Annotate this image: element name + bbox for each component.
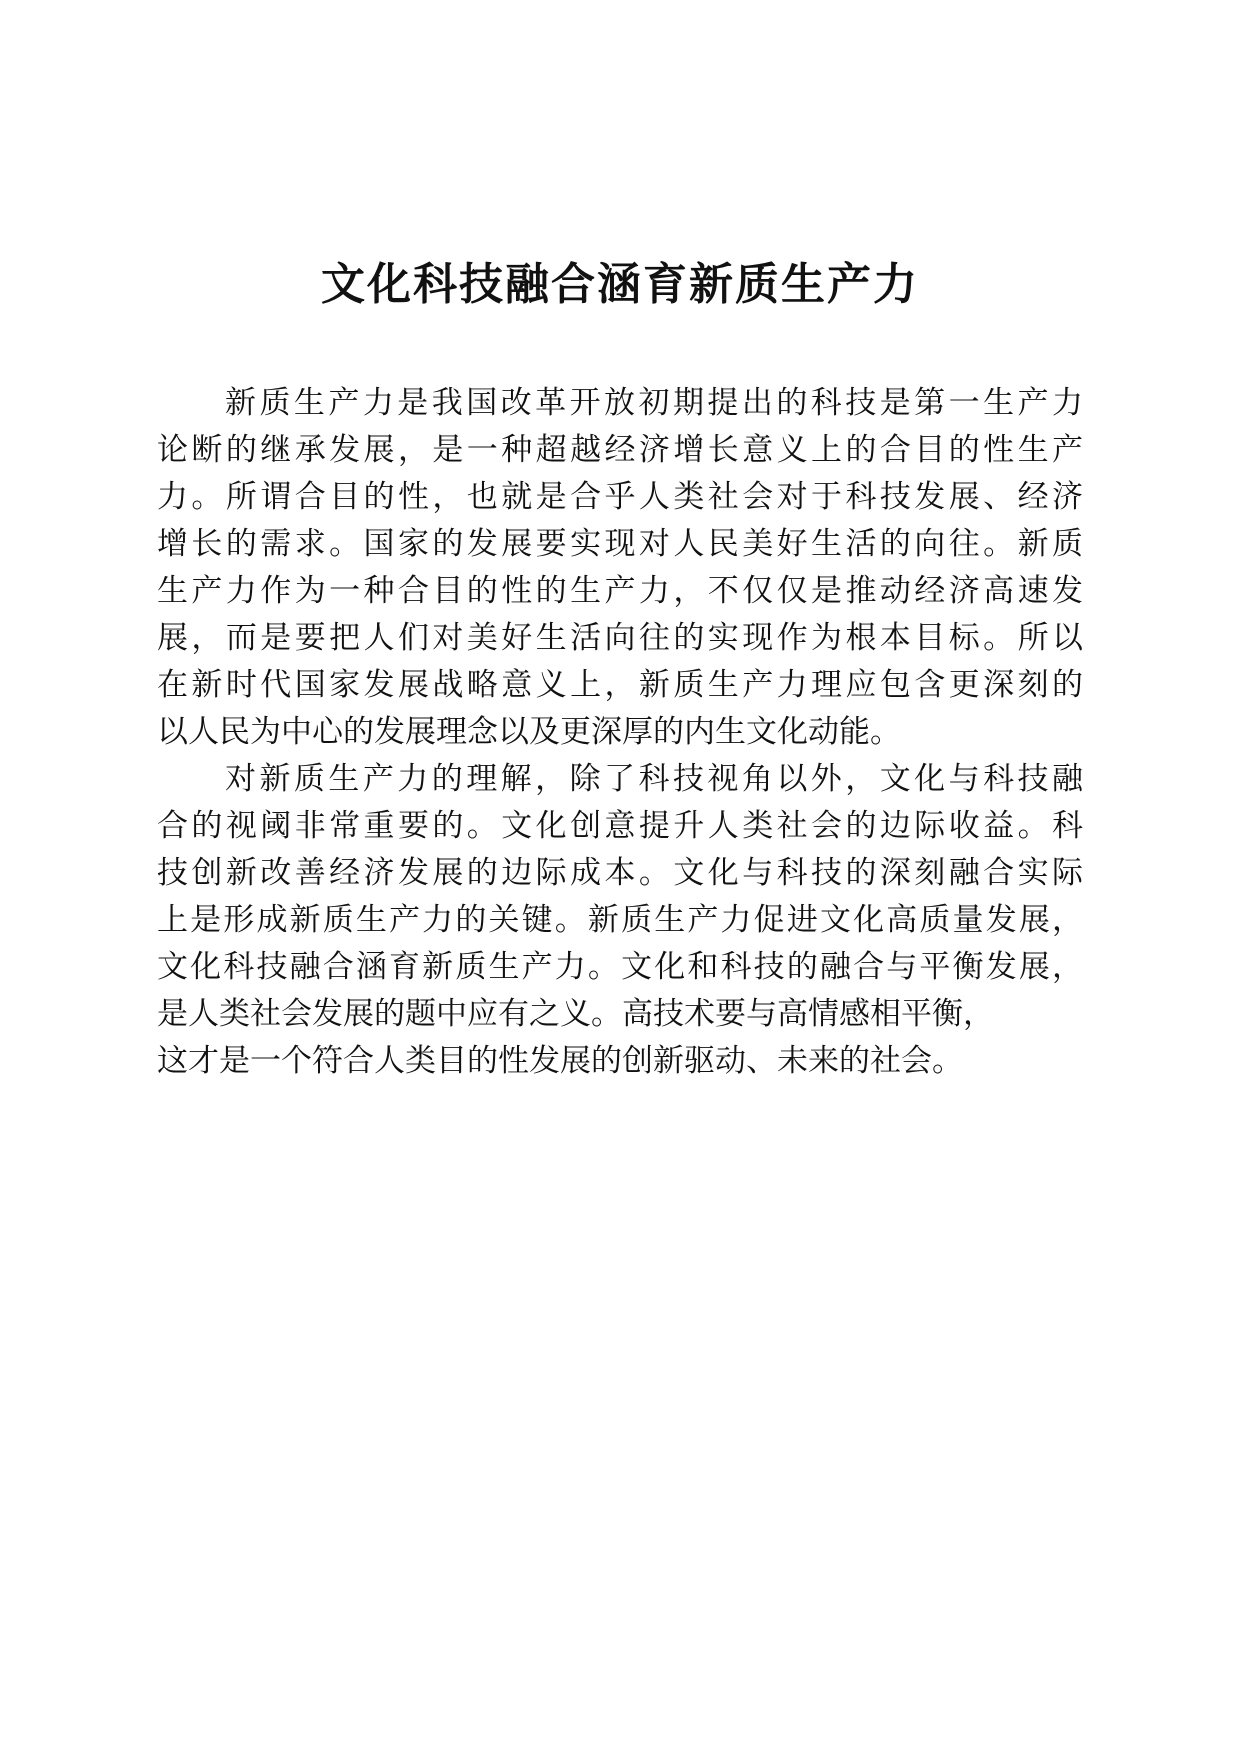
paragraph-line: 以人民为中心的发展理念以及更深厚的内生文化动能。 bbox=[157, 714, 901, 750]
paragraph-line: 上是形成新质生产力的关键。新质生产力促进文化高质量发展， bbox=[157, 902, 1083, 938]
paragraph-line: 对新质生产力的理解，除了科技视角以外，文化与科技融 bbox=[225, 761, 1083, 797]
paragraph-line: 技创新改善经济发展的边际成本。文化与科技的深刻融合实际 bbox=[157, 855, 1083, 891]
document-body bbox=[157, 380, 1083, 1085]
paragraph-line: 新质生产力是我国改革开放初期提出的科技是第一生产力 bbox=[225, 385, 1083, 421]
paragraph-line: 增长的需求。国家的发展要实现对人民美好生活的向往。新质 bbox=[157, 526, 1083, 562]
page-title: 文化科技融合涵育新质生产力 bbox=[321, 259, 919, 310]
paragraph-line: 这才是一个符合人类目的性发展的创新驱动、未来的社会。 bbox=[157, 1043, 963, 1079]
paragraph-2 bbox=[157, 756, 1083, 1085]
paragraph-line: 合的视阈非常重要的。文化创意提升人类社会的边际收益。科 bbox=[157, 808, 1083, 844]
paragraph-line: 力。所谓合目的性，也就是合乎人类社会对于科技发展、经济 bbox=[157, 479, 1083, 515]
paragraph-line: 生产力作为一种合目的性的生产力，不仅仅是推动经济高速发 bbox=[157, 573, 1083, 609]
paragraph-line: 在新时代国家发展战略意义上，新质生产力理应包含更深刻的 bbox=[157, 667, 1083, 703]
paragraph-line: 文化科技融合涵育新质生产力。文化和科技的融合与平衡发展， bbox=[157, 949, 1083, 985]
paragraph-line: 论断的继承发展，是一种超越经济增长意义上的合目的性生产 bbox=[157, 432, 1083, 468]
paragraph-1 bbox=[157, 380, 1083, 756]
paragraph-line: 是人类社会发展的题中应有之义。高技术要与高情感相平衡， bbox=[157, 996, 994, 1032]
paragraph-line: 展，而是要把人们对美好生活向往的实现作为根本目标。所以 bbox=[157, 620, 1083, 656]
